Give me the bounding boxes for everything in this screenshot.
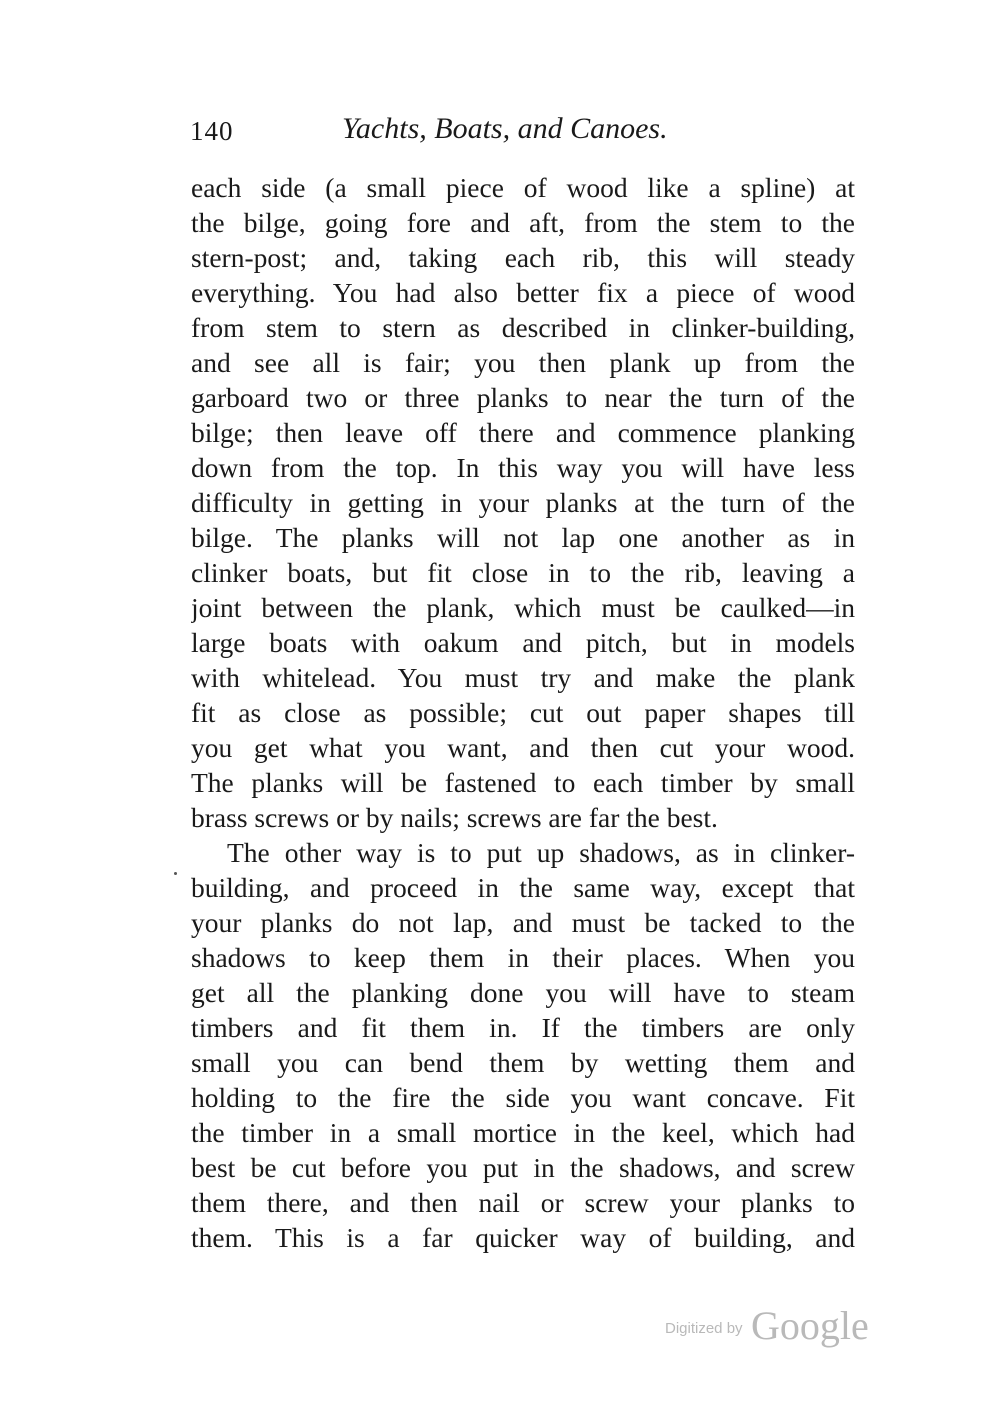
text-line: them. This is a far quicker way of building, and xyxy=(191,1222,855,1253)
watermark-prefix: Digitized by xyxy=(665,1320,743,1337)
running-head xyxy=(190,112,855,152)
text-line: with whitelead. You must try and make the plank xyxy=(191,662,855,693)
text-line: the bilge, going fore and aft, from the stem to the xyxy=(191,207,855,238)
text-line: brass screws or by nails; screws are far the best. xyxy=(191,802,718,833)
text-line: down from the top. In this way you will have less xyxy=(191,452,855,483)
text-line: bilge. The planks will not lap one another as in xyxy=(191,522,855,553)
text-line: holding to the fire the side you want concave. Fit xyxy=(191,1082,855,1113)
text-line: joint between the plank, which must be caulked—in xyxy=(191,592,855,623)
text-line: everything. You had also better fix a piece of wood xyxy=(191,277,855,308)
text-line: your planks do not lap, and must be tacked to the xyxy=(191,907,855,938)
text-line: bilge; then leave off there and commence planking xyxy=(191,417,855,448)
stray-mark xyxy=(174,872,177,875)
text-line: from stem to stern as described in clinker-building, xyxy=(191,312,855,343)
watermark-brand-logo: Google xyxy=(751,1303,869,1348)
text-line: stern-post; and, taking each rib, this will steady xyxy=(191,242,855,273)
body-text xyxy=(191,170,855,1255)
text-line: difficulty in getting in your planks at the turn of the xyxy=(191,487,855,518)
text-line: The planks will be fastened to each timber by small xyxy=(191,767,855,798)
text-line: fit as close as possible; cut out paper shapes till xyxy=(191,697,855,728)
text-line: you get what you want, and then cut your wood. xyxy=(191,732,855,763)
text-line: timbers and fit them in. If the timbers are only xyxy=(191,1012,855,1043)
text-line: shadows to keep them in their places. When you xyxy=(191,942,855,973)
digitized-watermark xyxy=(665,1302,869,1349)
text-line: small you can bend them by wetting them and xyxy=(191,1047,855,1078)
text-line: and see all is fair; you then plank up from the xyxy=(191,347,855,378)
text-line: them there, and then nail or screw your planks to xyxy=(191,1187,855,1218)
text-line: large boats with oakum and pitch, but in models xyxy=(191,627,855,658)
text-line: building, and proceed in the same way, except that xyxy=(191,872,855,903)
running-title: Yachts, Boats, and Canoes. xyxy=(342,112,668,145)
text-line: the timber in a small mortice in the keel, which had xyxy=(191,1117,855,1148)
text-line: clinker boats, but fit close in to the rib, leaving a xyxy=(191,557,855,588)
page-number: 140 xyxy=(190,116,234,146)
text-line: The other way is to put up shadows, as in clinker- xyxy=(227,837,855,868)
text-line: each side (a small piece of wood like a spline) at xyxy=(191,172,855,203)
text-line: get all the planking done you will have to steam xyxy=(191,977,855,1008)
text-line: garboard two or three planks to near the turn of the xyxy=(191,382,855,413)
text-line: best be cut before you put in the shadows, and screw xyxy=(191,1152,855,1183)
